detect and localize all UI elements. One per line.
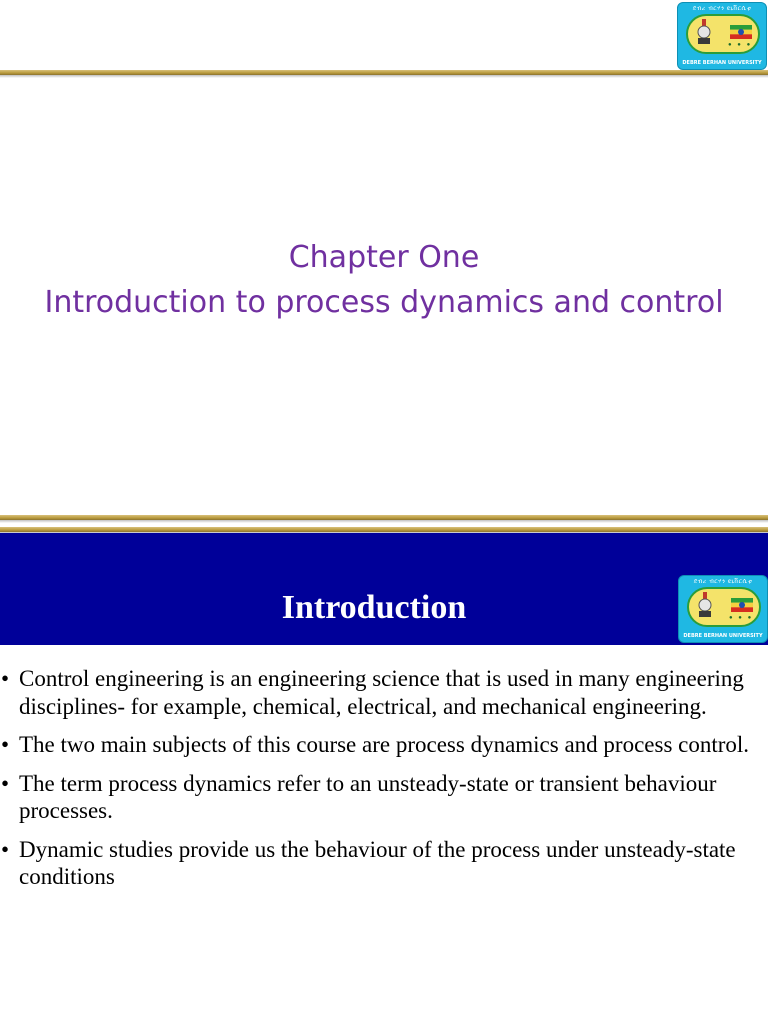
- bullet-text: Control engineering is an engineering science that is used in many engineering disciplines- for example, chemical, electrical, and mechanical engineering.: [19, 666, 744, 719]
- flag-icon: [730, 25, 752, 39]
- emblem-icon: [694, 590, 716, 620]
- bullet-list: [0, 665, 768, 902]
- content-slide: [0, 527, 768, 1024]
- bullet-icon: •: [1, 770, 10, 796]
- bullet-text: The two main subjects of this course are process dynamics and process control.: [19, 732, 750, 757]
- bullet-icon: •: [1, 666, 10, 691]
- university-logo: [677, 2, 767, 70]
- logo-top-text: ደብረ ብርሃን ዩኒቨርሲቲ: [693, 578, 753, 585]
- header-divider: [0, 527, 768, 532]
- logo-dots: ● ● ●: [729, 615, 754, 621]
- bullet-icon: •: [1, 732, 10, 757]
- flag-icon: [731, 598, 753, 612]
- chapter-name: Introduction to process dynamics and control: [44, 285, 724, 320]
- chapter-number: Chapter One: [288, 240, 480, 275]
- list-item: [0, 665, 768, 720]
- bullet-icon: •: [1, 836, 10, 862]
- chapter-title: [0, 238, 768, 328]
- logo-top-text: ደብረ ብርሃን ዩኒቨርሲቲ: [692, 5, 752, 12]
- top-divider: [0, 70, 768, 75]
- logo-dots: ● ● ●: [728, 42, 753, 48]
- list-item: [0, 770, 768, 825]
- bullet-text: The term process dynamics refer to an unsteady-state or transient behaviour processes.: [19, 770, 717, 823]
- list-item: [0, 836, 768, 891]
- slide-heading: Introduction: [281, 589, 467, 626]
- university-logo-small: [678, 575, 768, 643]
- bottom-divider: [0, 515, 768, 520]
- logo-bottom-text: DEBRE BERHAN UNIVERSITY: [682, 60, 762, 66]
- bullet-text: Dynamic studies provide us the behaviour of the process under unsteady-state conditions: [19, 836, 736, 889]
- emblem-icon: [693, 17, 715, 47]
- logo-bottom-text: DEBRE BERHAN UNIVERSITY: [683, 633, 763, 639]
- list-item: [0, 731, 768, 759]
